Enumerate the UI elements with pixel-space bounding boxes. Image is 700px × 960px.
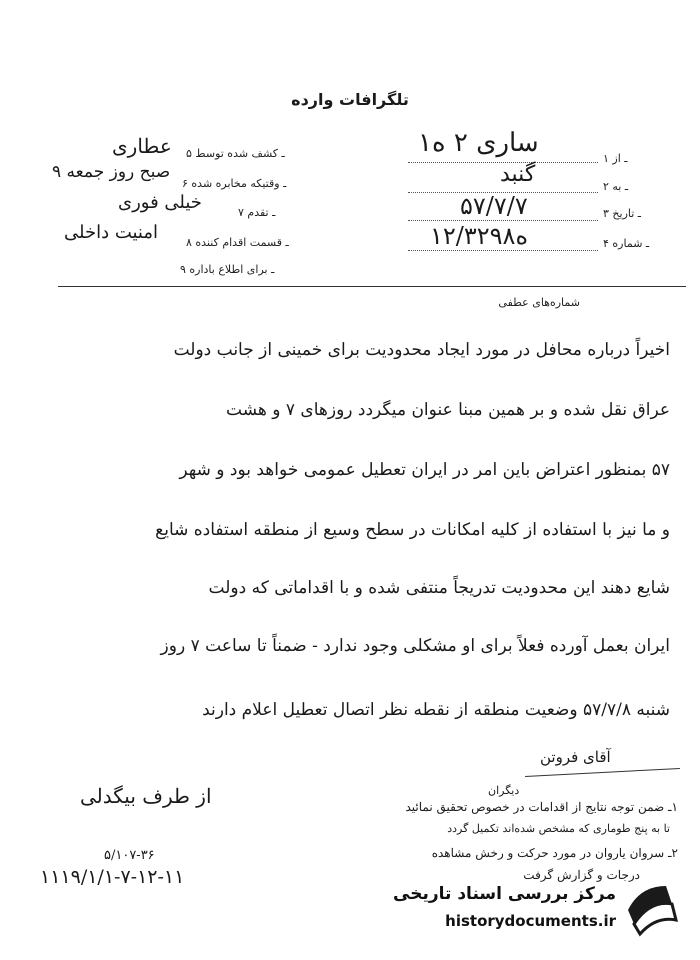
date-label: ۳ ـ تاریخ bbox=[603, 207, 642, 220]
time-sent-value: ۹ صبح روز جمعه bbox=[52, 162, 171, 182]
from-value: ساری ۲ ه۱ bbox=[418, 128, 539, 158]
number-label: ۴ ـ شماره bbox=[603, 237, 650, 250]
info-label: ۹ ـ برای اطلاع باداره bbox=[180, 263, 275, 276]
note-head: دیگران bbox=[488, 784, 520, 797]
archive-logo bbox=[388, 878, 688, 948]
body-line: شنبه ۵۷/۷/۸ وضعیت منطقه از نقطه نظر اتصال تعطیل اعلام دارند bbox=[202, 700, 670, 720]
number-value: ۱ه۲/۳۲۹۸ bbox=[430, 222, 529, 250]
logo-name: مرکز بررسی اسناد تاریخی bbox=[393, 884, 616, 904]
note-underline bbox=[525, 768, 680, 777]
note-addressee: آقای فروتن bbox=[540, 748, 611, 766]
body-line: ۵۷ بمنظور اعتراض باین امر در ایران تعطیل عمومی خواهد بود و شهر bbox=[179, 460, 670, 480]
priority-label: ۷ ـ تقدم bbox=[238, 206, 276, 219]
priority-value: خیلی فوری bbox=[118, 192, 202, 213]
reference-numbers-label: شماره‌های عطفی bbox=[498, 296, 580, 309]
archive-code-1: ۵/۱۰۷-۳۶ bbox=[104, 848, 155, 863]
body-line: شایع دهند این محدودیت تدریجاً منتفی شده و با اقداماتی که دولت bbox=[208, 578, 670, 598]
action-dept-value: امنیت داخلی bbox=[64, 222, 159, 243]
decoded-by-value: عطاری bbox=[112, 134, 172, 158]
to-value: گنبد bbox=[500, 162, 536, 187]
page-title: تلگرافات وارده bbox=[291, 90, 409, 109]
to-label: ۲ ـ به bbox=[603, 180, 629, 193]
body-line: و ما نیز با استفاده از کلیه امکانات در سطح وسیع از منطقه استفاده شایع bbox=[155, 520, 670, 540]
book-emblem-icon bbox=[622, 880, 682, 938]
header-divider bbox=[58, 286, 686, 287]
note-item-1: ۱ـ ضمن توجه نتایج از اقدامات در خصوص تحقیق نمائید bbox=[405, 800, 678, 814]
signature: از طرف بیگدلی bbox=[80, 784, 212, 808]
from-label: ۱ ـ از bbox=[603, 152, 628, 165]
decoded-by-label: ۵ ـ کشف شده توسط bbox=[186, 147, 285, 160]
logo-url: historydocuments.ir bbox=[445, 912, 616, 930]
note-item-1-cont: تا به پنج طوماری که مشخص شده‌اند تکمیل گردد bbox=[447, 822, 670, 835]
date-underline bbox=[408, 220, 598, 221]
note-item-2: ۲ـ سروان یاروان در مورد حرکت و رخش مشاهده bbox=[431, 846, 678, 860]
archive-code-2: ۱۱۱۹/۱/۱-۷-۱۲-۱۱ bbox=[40, 866, 185, 888]
date-value: ۵۷/۷/۷ bbox=[460, 192, 528, 220]
body-line: اخیراً درباره محافل در مورد ایجاد محدودیت برای خمینی از جانب دولت bbox=[173, 340, 670, 360]
body-line: ایران بعمل آورده فعلاً برای او مشکلی وجود ندارد - ضمناً تا ساعت ۷ روز bbox=[160, 636, 670, 656]
time-sent-label: ۶ ـ وقتیکه مخابره شده bbox=[182, 177, 287, 190]
action-dept-label: ۸ ـ قسمت اقدام کننده bbox=[186, 236, 289, 249]
number-underline bbox=[408, 250, 598, 251]
note-item-2-cont: درجات و گزارش گرفت bbox=[523, 868, 640, 882]
body-line: عراق نقل شده و بر همین مبنا عنوان میگردد روزهای ۷ و هشت bbox=[226, 400, 670, 420]
